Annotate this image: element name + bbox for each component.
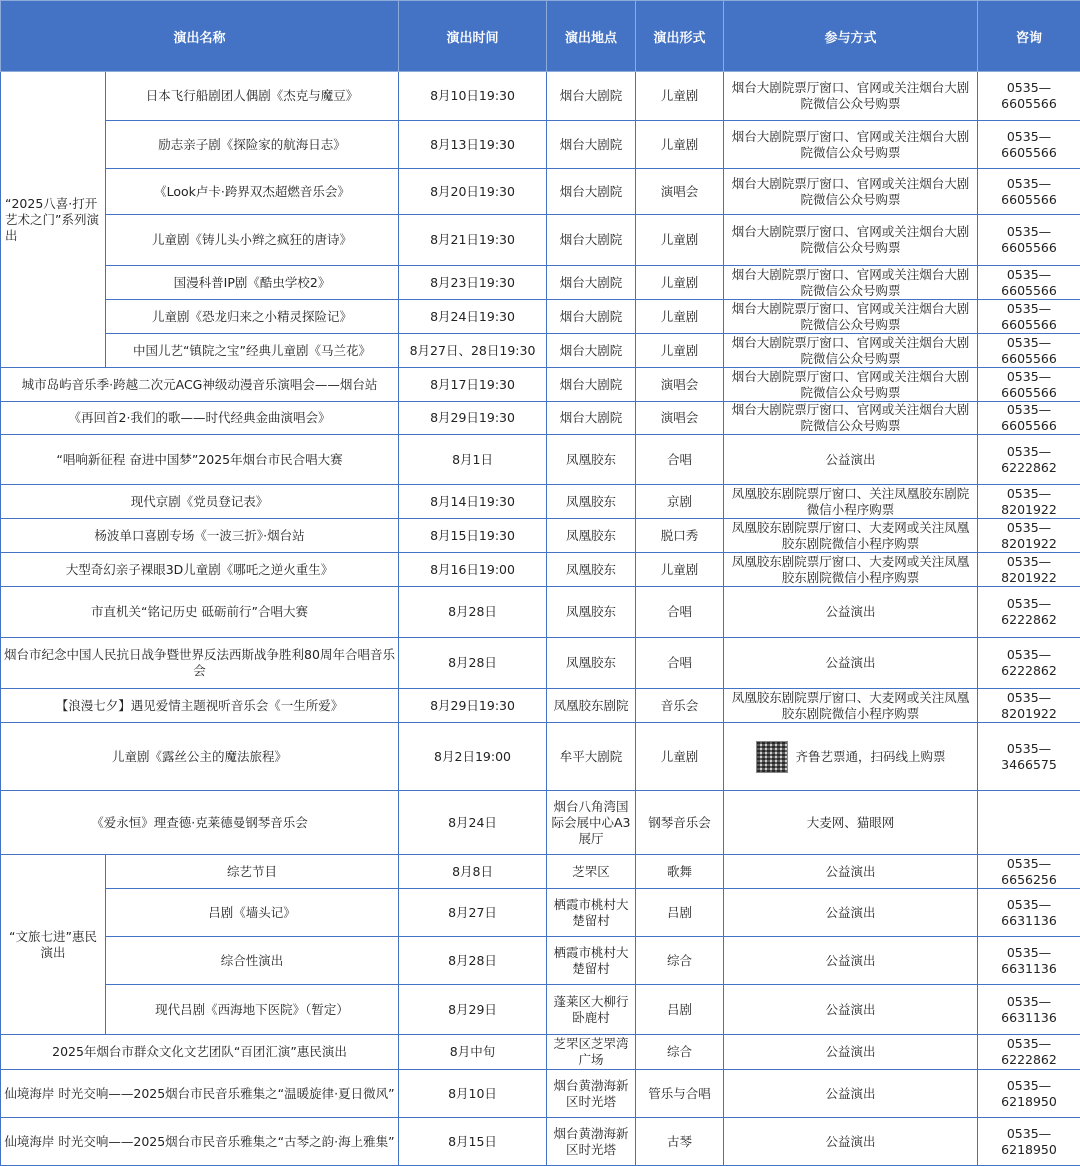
contact-phone: 0535—6605566 [978, 121, 1080, 169]
show-name: 市直机关“铭记历史 砥砺前行”合唱大赛 [1, 587, 399, 638]
contact-phone: 0535—6605566 [978, 215, 1080, 266]
show-time: 8月27日、28日19:30 [399, 334, 547, 368]
show-name: 《Look卢卡·跨界双杰超燃音乐会》 [106, 169, 399, 215]
contact-phone: 0535—6631136 [978, 985, 1080, 1035]
table-row [1, 368, 1080, 402]
show-name: 仙境海岸 时光交响——2025烟台市民音乐雅集之“古琴之韵·海上雅集” [1, 1118, 399, 1166]
show-time: 8月2日19:00 [399, 723, 547, 791]
show-time: 8月24日 [399, 791, 547, 855]
show-time: 8月10日 [399, 1070, 547, 1118]
show-venue: 凤凰胶东 [547, 519, 636, 553]
contact-phone: 0535—8201922 [978, 485, 1080, 519]
show-form: 儿童剧 [636, 266, 724, 300]
header-contact: 咨询 [978, 1, 1080, 72]
show-venue: 芝罘区 [547, 855, 636, 889]
participation: 公益演出 [724, 889, 978, 937]
qr-code-icon[interactable] [756, 741, 788, 773]
show-form: 儿童剧 [636, 121, 724, 169]
show-form: 儿童剧 [636, 300, 724, 334]
show-name: 国漫科普IP剧《酷虫学校2》 [106, 266, 399, 300]
participation: 公益演出 [724, 937, 978, 985]
participation: 凤凰胶东剧院票厅窗口、关注凤凰胶东剧院微信小程序购票 [724, 485, 978, 519]
show-form: 综合 [636, 937, 724, 985]
show-form: 古琴 [636, 1118, 724, 1166]
participation: 公益演出 [724, 435, 978, 485]
table-row [1, 121, 1080, 169]
show-time: 8月29日19:30 [399, 689, 547, 723]
table-row [1, 1070, 1080, 1118]
participation: 凤凰胶东剧院票厅窗口、大麦网或关注凤凰胶东剧院微信小程序购票 [724, 689, 978, 723]
show-form: 儿童剧 [636, 723, 724, 791]
show-form: 合唱 [636, 435, 724, 485]
show-form: 音乐会 [636, 689, 724, 723]
show-time: 8月21日19:30 [399, 215, 547, 266]
table-row [1, 587, 1080, 638]
show-venue: 烟台黄渤海新区时光塔 [547, 1118, 636, 1166]
table-row [1, 485, 1080, 519]
contact-phone: 0535—6218950 [978, 1070, 1080, 1118]
show-time: 8月8日 [399, 855, 547, 889]
show-time: 8月29日 [399, 985, 547, 1035]
participation: 公益演出 [724, 587, 978, 638]
show-name: 城市岛屿音乐季·跨越二次元ACG神级动漫音乐演唱会——烟台站 [1, 368, 399, 402]
show-venue: 烟台八角湾国际会展中心A3展厅 [547, 791, 636, 855]
show-venue: 栖霞市桃村大楚留村 [547, 889, 636, 937]
participation: 烟台大剧院票厅窗口、官网或关注烟台大剧院微信公众号购票 [724, 169, 978, 215]
participation: 烟台大剧院票厅窗口、官网或关注烟台大剧院微信公众号购票 [724, 300, 978, 334]
show-time: 8月28日 [399, 937, 547, 985]
show-name: 现代京剧《党员登记表》 [1, 485, 399, 519]
show-name: “唱响新征程 奋进中国梦”2025年烟台市民合唱大赛 [1, 435, 399, 485]
show-venue: 凤凰胶东 [547, 553, 636, 587]
show-venue: 烟台大剧院 [547, 334, 636, 368]
show-time: 8月15日19:30 [399, 519, 547, 553]
table-row [1, 435, 1080, 485]
show-venue: 牟平大剧院 [547, 723, 636, 791]
participation: 公益演出 [724, 855, 978, 889]
show-form: 管乐与合唱 [636, 1070, 724, 1118]
table-row [1, 1118, 1080, 1166]
series-label-culture-tourism: “文旅七进”惠民演出 [1, 855, 106, 1035]
table-row [1, 72, 1080, 121]
show-form: 合唱 [636, 638, 724, 689]
show-time: 8月27日 [399, 889, 547, 937]
contact-phone: 0535—6605566 [978, 334, 1080, 368]
show-venue: 烟台大剧院 [547, 402, 636, 435]
show-venue: 烟台大剧院 [547, 300, 636, 334]
show-form: 演唱会 [636, 402, 724, 435]
contact-phone: 0535—6605566 [978, 300, 1080, 334]
show-name: 中国儿艺“镇院之宝”经典儿童剧《马兰花》 [106, 334, 399, 368]
contact-phone: 0535—6605566 [978, 368, 1080, 402]
show-venue: 凤凰胶东 [547, 435, 636, 485]
show-venue: 凤凰胶东 [547, 485, 636, 519]
show-name: 综艺节目 [106, 855, 399, 889]
show-time: 8月17日19:30 [399, 368, 547, 402]
show-form: 儿童剧 [636, 72, 724, 121]
participation: 烟台大剧院票厅窗口、官网或关注烟台大剧院微信公众号购票 [724, 334, 978, 368]
show-name: 【浪漫七夕】遇见爱情主题视听音乐会《一生所爱》 [1, 689, 399, 723]
table-row [1, 723, 1080, 791]
show-venue: 烟台大剧院 [547, 169, 636, 215]
show-name: 日本飞行船剧团人偶剧《杰克与魔豆》 [106, 72, 399, 121]
show-time: 8月28日 [399, 587, 547, 638]
table-row [1, 215, 1080, 266]
participation: 烟台大剧院票厅窗口、官网或关注烟台大剧院微信公众号购票 [724, 215, 978, 266]
header-show-name: 演出名称 [1, 1, 399, 72]
show-venue: 凤凰胶东 [547, 638, 636, 689]
contact-phone: 0535—8201922 [978, 519, 1080, 553]
participation: 凤凰胶东剧院票厅窗口、大麦网或关注凤凰胶东剧院微信小程序购票 [724, 553, 978, 587]
contact-phone: 0535—6218950 [978, 1118, 1080, 1166]
show-time: 8月28日 [399, 638, 547, 689]
contact-phone: 0535—6605566 [978, 266, 1080, 300]
contact-phone: 0535—6222862 [978, 1035, 1080, 1070]
contact-phone: 0535—8201922 [978, 689, 1080, 723]
table-row [1, 334, 1080, 368]
show-form: 儿童剧 [636, 334, 724, 368]
show-name: 儿童剧《恐龙归来之小精灵探险记》 [106, 300, 399, 334]
show-time: 8月13日19:30 [399, 121, 547, 169]
show-time: 8月20日19:30 [399, 169, 547, 215]
table-row [1, 519, 1080, 553]
show-form: 歌舞 [636, 855, 724, 889]
show-venue: 烟台大剧院 [547, 215, 636, 266]
show-venue: 烟台黄渤海新区时光塔 [547, 1070, 636, 1118]
header-participation: 参与方式 [724, 1, 978, 72]
show-time: 8月15日 [399, 1118, 547, 1166]
show-time: 8月1日 [399, 435, 547, 485]
contact-phone [978, 791, 1080, 855]
show-name: 励志亲子剧《探险家的航海日志》 [106, 121, 399, 169]
show-form: 合唱 [636, 587, 724, 638]
show-form: 钢琴音乐会 [636, 791, 724, 855]
contact-phone: 0535—6656256 [978, 855, 1080, 889]
table-row [1, 638, 1080, 689]
show-venue: 凤凰胶东 [547, 587, 636, 638]
participation: 烟台大剧院票厅窗口、官网或关注烟台大剧院微信公众号购票 [724, 368, 978, 402]
show-name: 仙境海岸 时光交响——2025烟台市民音乐雅集之“温暖旋律·夏日微风” [1, 1070, 399, 1118]
show-form: 综合 [636, 1035, 724, 1070]
contact-phone: 0535—8201922 [978, 553, 1080, 587]
participation: 烟台大剧院票厅窗口、官网或关注烟台大剧院微信公众号购票 [724, 402, 978, 435]
contact-phone: 0535—6222862 [978, 435, 1080, 485]
header-show-form: 演出形式 [636, 1, 724, 72]
show-venue: 烟台大剧院 [547, 72, 636, 121]
show-form: 演唱会 [636, 169, 724, 215]
show-venue: 芝罘区芝罘湾广场 [547, 1035, 636, 1070]
show-name: 《爱永恒》理查德·克莱德曼钢琴音乐会 [1, 791, 399, 855]
show-form: 演唱会 [636, 368, 724, 402]
show-time: 8月29日19:30 [399, 402, 547, 435]
header-show-venue: 演出地点 [547, 1, 636, 72]
participation: 烟台大剧院票厅窗口、官网或关注烟台大剧院微信公众号购票 [724, 72, 978, 121]
table-row [1, 985, 1080, 1035]
participation: 烟台大剧院票厅窗口、官网或关注烟台大剧院微信公众号购票 [724, 266, 978, 300]
show-form: 京剧 [636, 485, 724, 519]
series-label-art-gate: “2025八喜·打开艺术之门”系列演出 [1, 72, 106, 368]
show-name: 2025年烟台市群众文化文艺团队“百团汇演”惠民演出 [1, 1035, 399, 1070]
participation: 公益演出 [724, 1070, 978, 1118]
table-row [1, 889, 1080, 937]
participation: 公益演出 [724, 985, 978, 1035]
show-name: 儿童剧《露丝公主的魔法旅程》 [1, 723, 399, 791]
participation: 大麦网、猫眼网 [724, 791, 978, 855]
participation-text: 齐鲁艺票通，扫码线上购票 [796, 749, 946, 764]
header-show-time: 演出时间 [399, 1, 547, 72]
participation: 公益演出 [724, 1035, 978, 1070]
table-row [1, 402, 1080, 435]
table-row [1, 553, 1080, 587]
show-name: 《再回首2·我们的歌——时代经典金曲演唱会》 [1, 402, 399, 435]
participation: 烟台大剧院票厅窗口、官网或关注烟台大剧院微信公众号购票 [724, 121, 978, 169]
contact-phone: 0535—6222862 [978, 638, 1080, 689]
show-name: 现代吕剧《西海地下医院》（暂定） [106, 985, 399, 1035]
participation [724, 723, 978, 791]
show-time: 8月中旬 [399, 1035, 547, 1070]
participation: 凤凰胶东剧院票厅窗口、大麦网或关注凤凰胶东剧院微信小程序购票 [724, 519, 978, 553]
show-form: 脱口秀 [636, 519, 724, 553]
show-form: 吕剧 [636, 889, 724, 937]
show-name: 烟台市纪念中国人民抗日战争暨世界反法西斯战争胜利80周年合唱音乐会 [1, 638, 399, 689]
table-row [1, 300, 1080, 334]
show-venue: 烟台大剧院 [547, 266, 636, 300]
table-row [1, 791, 1080, 855]
show-form: 儿童剧 [636, 215, 724, 266]
show-name: 儿童剧《铸儿头小辫之疯狂的唐诗》 [106, 215, 399, 266]
contact-phone: 0535—6605566 [978, 72, 1080, 121]
show-time: 8月24日19:30 [399, 300, 547, 334]
show-form: 吕剧 [636, 985, 724, 1035]
show-name: 吕剧《墙头记》 [106, 889, 399, 937]
show-venue: 烟台大剧院 [547, 121, 636, 169]
table-row [1, 855, 1080, 889]
show-venue: 凤凰胶东剧院 [547, 689, 636, 723]
show-name: 杨波单口喜剧专场《一波三折》·烟台站 [1, 519, 399, 553]
participation: 公益演出 [724, 1118, 978, 1166]
show-time: 8月23日19:30 [399, 266, 547, 300]
show-venue: 蓬莱区大柳行卧鹿村 [547, 985, 636, 1035]
contact-phone: 0535—6631136 [978, 937, 1080, 985]
table-row [1, 1035, 1080, 1070]
contact-phone: 0535—6605566 [978, 169, 1080, 215]
show-time: 8月16日19:00 [399, 553, 547, 587]
contact-phone: 0535—6222862 [978, 587, 1080, 638]
contact-phone: 0535—6631136 [978, 889, 1080, 937]
table-row [1, 169, 1080, 215]
show-time: 8月14日19:30 [399, 485, 547, 519]
show-venue: 栖霞市桃村大楚留村 [547, 937, 636, 985]
table-row [1, 266, 1080, 300]
show-time: 8月10日19:30 [399, 72, 547, 121]
participation: 公益演出 [724, 638, 978, 689]
contact-phone: 0535—3466575 [978, 723, 1080, 791]
show-name: 大型奇幻亲子裸眼3D儿童剧《哪吒之逆火重生》 [1, 553, 399, 587]
table-row [1, 937, 1080, 985]
table-row [1, 689, 1080, 723]
table-header-row [1, 1, 1080, 72]
show-name: 综合性演出 [106, 937, 399, 985]
contact-phone: 0535—6605566 [978, 402, 1080, 435]
show-venue: 烟台大剧院 [547, 368, 636, 402]
show-form: 儿童剧 [636, 553, 724, 587]
